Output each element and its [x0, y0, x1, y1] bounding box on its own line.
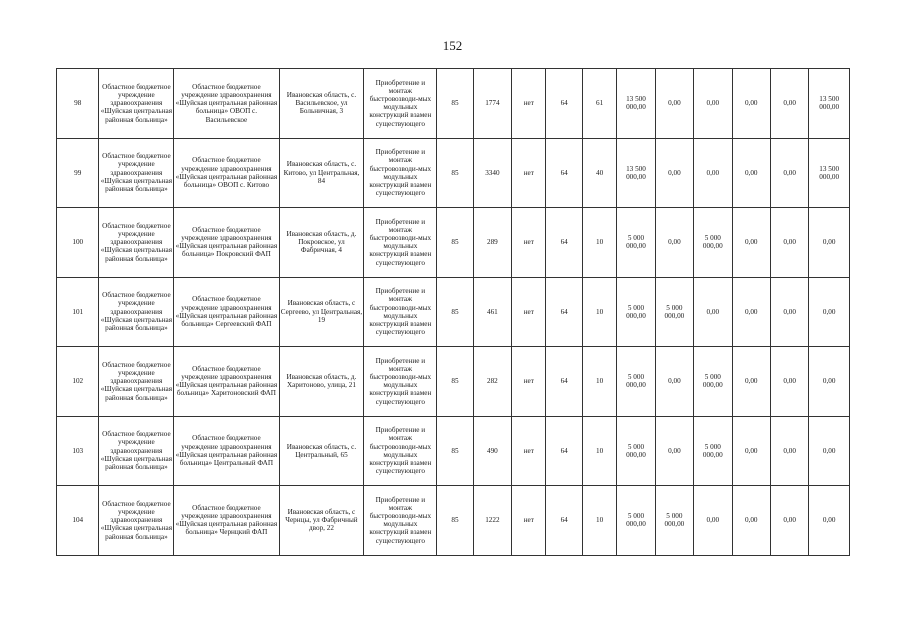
value-col-2-text: 282 [486, 377, 498, 386]
funding-year-3-text: 0,00 [744, 238, 758, 247]
row-number-text: 99 [74, 168, 82, 177]
value-col-1-text: 85 [451, 446, 459, 455]
facility-name-text: Областное бюджетное учреждение здравоохранения «Шуйская центральная районная больница» Центральный ФАП [175, 434, 278, 467]
value-col-1-text: 85 [451, 238, 459, 247]
funding-total [617, 69, 655, 139]
value-col-1 [437, 347, 473, 417]
value-col-1 [437, 69, 473, 139]
value-col-2 [473, 486, 511, 556]
funding-year-2 [694, 486, 732, 556]
work-description [364, 416, 437, 486]
facility-address-text: Ивановская область, с. Китово, ул Центральная, 84 [283, 160, 360, 185]
organization-name [99, 347, 174, 417]
facility-name-text: Областное бюджетное учреждение здравоохранения «Шуйская центральная районная больница» Чернцкий ФАП [175, 503, 278, 537]
facility-address-text: Ивановская область, с. Центральный, 65 [286, 442, 357, 459]
funding-year-5-text: 0,00 [822, 516, 836, 525]
organization-name-text: Областное бюджетное учреждение здравоохранения «Шуйская центральная районная больница» [100, 430, 173, 472]
organization-name [99, 277, 174, 347]
table-row [57, 416, 850, 486]
funding-year-4-text: 0,00 [783, 99, 796, 108]
value-col-3-text: нет [523, 307, 534, 316]
value-col-3 [512, 69, 546, 139]
value-col-2-text: 461 [486, 307, 498, 316]
value-col-4 [546, 347, 582, 417]
work-description-text: Приобретение и монтаж быстровозводи-мых модульных конструкций взамен существующего [369, 495, 432, 545]
funding-year-2 [694, 138, 732, 208]
value-col-5-text: 10 [595, 307, 604, 316]
value-col-5-text: 10 [595, 516, 604, 525]
facility-name [174, 277, 279, 347]
funding-year-4-text: 0,00 [783, 307, 796, 316]
value-col-5-text: 10 [595, 446, 604, 455]
funding-total [617, 347, 655, 417]
value-col-2 [473, 208, 511, 278]
funding-total-text: 5 000 000,00 [626, 442, 646, 459]
funding-year-5-text: 0,00 [822, 238, 836, 247]
value-col-2-text: 490 [486, 446, 498, 455]
value-col-4 [546, 486, 582, 556]
value-col-4-text: 64 [560, 307, 568, 316]
funding-year-3 [732, 138, 770, 208]
value-col-4-text: 64 [560, 238, 568, 247]
value-col-4 [546, 69, 582, 139]
table-row [57, 486, 850, 556]
value-col-5 [582, 69, 616, 139]
work-description [364, 138, 437, 208]
value-col-5-text: 61 [595, 99, 604, 108]
funding-total-text: 5 000 000,00 [626, 512, 646, 529]
value-col-5 [582, 277, 616, 347]
organization-name [99, 69, 174, 139]
organization-name [99, 138, 174, 208]
funding-year-3 [732, 416, 770, 486]
row-number [57, 277, 99, 347]
row-number [57, 208, 99, 278]
funding-year-2 [694, 416, 732, 486]
value-col-4-text: 64 [560, 99, 568, 108]
funding-total [617, 486, 655, 556]
work-description [364, 486, 437, 556]
funding-year-5-text: 13 500 000,00 [819, 95, 840, 112]
funding-year-1 [655, 277, 693, 347]
funding-year-4 [770, 277, 808, 347]
funding-year-1-text: 5 000 000,00 [664, 512, 685, 529]
value-col-5 [582, 208, 616, 278]
value-col-1 [437, 138, 473, 208]
funding-year-3-text: 0,00 [744, 516, 758, 525]
facility-name-text: Областное бюджетное учреждение здравоохранения «Шуйская центральная районная больница» ОВОП с. Китово [175, 156, 278, 189]
funding-year-5 [809, 486, 850, 556]
value-col-1-text: 85 [451, 168, 459, 177]
funding-year-3-text: 0,00 [744, 168, 758, 177]
value-col-1-text: 85 [451, 377, 459, 386]
funding-year-4-text: 0,00 [783, 377, 796, 386]
facility-address [279, 486, 364, 556]
funding-year-1 [655, 208, 693, 278]
organization-name [99, 208, 174, 278]
funding-year-1-text: 0,00 [668, 446, 681, 455]
value-col-1 [437, 486, 473, 556]
funding-year-3-text: 0,00 [744, 99, 758, 108]
value-col-4-text: 64 [560, 516, 568, 525]
facility-name [174, 69, 279, 139]
value-col-3 [512, 416, 546, 486]
row-number-text: 102 [72, 377, 84, 386]
work-description-text: Приобретение и монтаж быстровозводи-мых модульных конструкций взамен существующего [369, 148, 432, 198]
organization-name-text: Областное бюджетное учреждение здравоохранения «Шуйская центральная районная больница» [100, 360, 173, 402]
work-description-text: Приобретение и монтаж быстровозводи-мых модульных конструкций взамен существующего [369, 426, 432, 476]
value-col-5 [582, 486, 616, 556]
funding-year-3 [732, 208, 770, 278]
value-col-2-text: 1222 [485, 516, 500, 525]
funding-year-2-text: 5 000 000,00 [702, 373, 723, 390]
organization-name [99, 416, 174, 486]
funding-year-4-text: 0,00 [783, 168, 796, 177]
value-col-1-text: 85 [451, 99, 459, 108]
funding-year-1 [655, 486, 693, 556]
funding-year-4 [770, 486, 808, 556]
work-description-text: Приобретение и монтаж быстровозводи-мых модульных конструкций взамен существующего [369, 356, 432, 406]
work-description-text: Приобретение и монтаж быстровозводи-мых модульных конструкций взамен существующего [369, 287, 432, 337]
funding-year-2 [694, 277, 732, 347]
funding-year-1 [655, 416, 693, 486]
value-col-3 [512, 208, 546, 278]
facility-address [279, 347, 364, 417]
funding-total [617, 138, 655, 208]
organization-name-text: Областное бюджетное учреждение здравоохранения «Шуйская центральная районная больница» [100, 221, 173, 263]
funding-year-3-text: 0,00 [744, 307, 758, 316]
organization-name-text: Областное бюджетное учреждение здравоохранения «Шуйская центральная районная больница» [100, 499, 173, 541]
row-number [57, 347, 99, 417]
value-col-4-text: 64 [560, 446, 568, 455]
value-col-4 [546, 208, 582, 278]
funding-year-1-text: 0,00 [668, 168, 681, 177]
organization-name-text: Областное бюджетное учреждение здравоохранения «Шуйская центральная районная больница» [100, 291, 173, 333]
funding-year-4 [770, 69, 808, 139]
row-number [57, 486, 99, 556]
facility-address-text: Ивановская область, с Сергеево, ул Центральная, 19 [280, 299, 363, 324]
table-row [57, 138, 850, 208]
facilities-table [56, 68, 850, 556]
funding-year-2-text: 0,00 [706, 99, 720, 108]
row-number-text: 101 [72, 307, 84, 316]
value-col-2 [473, 138, 511, 208]
facility-name [174, 138, 279, 208]
value-col-5-text: 40 [595, 168, 604, 177]
value-col-2 [473, 416, 511, 486]
row-number [57, 138, 99, 208]
facility-name [174, 486, 279, 556]
value-col-1-text: 85 [451, 516, 459, 525]
facility-address-text: Ивановская область, с Чернцы, ул Фабричный двор, 22 [285, 507, 358, 533]
value-col-5 [582, 347, 616, 417]
work-description [364, 347, 437, 417]
facility-name-text: Областное бюджетное учреждение здравоохранения «Шуйская центральная районная больница» Покровский ФАП [175, 225, 278, 259]
facility-address [279, 208, 364, 278]
funding-year-2-text: 0,00 [706, 516, 720, 525]
funding-year-5-text: 0,00 [822, 377, 836, 386]
work-description [364, 208, 437, 278]
facility-address-text: Ивановская область, д. Харитоново, улица, 21 [286, 373, 357, 390]
value-col-2 [473, 347, 511, 417]
funding-year-3 [732, 486, 770, 556]
funding-year-2-text: 0,00 [706, 307, 720, 316]
funding-year-4-text: 0,00 [783, 238, 796, 247]
row-number-text: 103 [72, 446, 84, 455]
funding-year-2 [694, 347, 732, 417]
funding-total [617, 277, 655, 347]
row-number-text: 98 [74, 99, 82, 108]
facility-address [279, 277, 364, 347]
funding-year-5-text: 0,00 [822, 307, 836, 316]
value-col-5 [582, 138, 616, 208]
funding-year-3-text: 0,00 [744, 446, 758, 455]
funding-year-4-text: 0,00 [783, 446, 796, 455]
value-col-3-text: нет [523, 238, 534, 247]
funding-year-3 [732, 347, 770, 417]
value-col-3-text: нет [523, 99, 534, 108]
work-description-text: Приобретение и монтаж быстровозводи-мых модульных конструкций взамен существующего [369, 217, 432, 267]
funding-year-1-text: 0,00 [668, 238, 681, 247]
row-number [57, 416, 99, 486]
value-col-1 [437, 208, 473, 278]
facility-address [279, 416, 364, 486]
table-row [57, 208, 850, 278]
work-description [364, 69, 437, 139]
facility-name [174, 208, 279, 278]
funding-year-5 [809, 277, 850, 347]
funding-year-5 [809, 138, 850, 208]
funding-year-2 [694, 208, 732, 278]
funding-total-text: 5 000 000,00 [626, 303, 646, 320]
facility-name-text: Областное бюджетное учреждение здравоохранения «Шуйская центральная районная больница» Сергеевский ФАП [175, 295, 278, 328]
value-col-5-text: 10 [595, 238, 604, 247]
funding-year-1-text: 5 000 000,00 [664, 303, 685, 320]
funding-total [617, 208, 655, 278]
funding-year-2-text: 5 000 000,00 [702, 234, 723, 251]
funding-year-5-text: 13 500 000,00 [819, 164, 840, 181]
funding-total-text: 5 000 000,00 [626, 373, 646, 390]
value-col-1-text: 85 [451, 307, 459, 316]
value-col-1 [437, 277, 473, 347]
facility-address [279, 138, 364, 208]
funding-year-2-text: 0,00 [706, 168, 720, 177]
value-col-4 [546, 416, 582, 486]
organization-name [99, 486, 174, 556]
funding-year-3 [732, 69, 770, 139]
funding-year-4-text: 0,00 [783, 516, 796, 525]
value-col-3 [512, 277, 546, 347]
funding-year-5-text: 0,00 [822, 446, 836, 455]
value-col-3-text: нет [523, 168, 534, 177]
funding-year-3-text: 0,00 [744, 377, 758, 386]
value-col-5-text: 10 [595, 377, 604, 386]
facility-name [174, 416, 279, 486]
funding-year-3 [732, 277, 770, 347]
facility-name-text: Областное бюджетное учреждение здравоохранения «Шуйская центральная районная больница» ОВОП с. Васильевское [175, 82, 278, 124]
funding-year-1-text: 0,00 [668, 99, 681, 108]
facility-name-text: Областное бюджетное учреждение здравоохранения «Шуйская центральная районная больница» Харитоновский ФАП [175, 364, 278, 398]
organization-name-text: Областное бюджетное учреждение здравоохранения «Шуйская центральная районная больница» [100, 152, 173, 194]
work-description [364, 277, 437, 347]
funding-year-2 [694, 69, 732, 139]
value-col-4 [546, 138, 582, 208]
organization-name-text: Областное бюджетное учреждение здравоохранения «Шуйская центральная районная больница» [100, 82, 173, 124]
funding-year-5 [809, 69, 850, 139]
value-col-5 [582, 416, 616, 486]
work-description-text: Приобретение и монтаж быстровозводи-мых модульных конструкций взамен существующего [369, 78, 432, 128]
value-col-2 [473, 277, 511, 347]
table-row [57, 69, 850, 139]
facility-name [174, 347, 279, 417]
value-col-2 [473, 69, 511, 139]
value-col-3-text: нет [523, 377, 534, 386]
value-col-2-text: 289 [486, 238, 498, 247]
value-col-1 [437, 416, 473, 486]
funding-year-1-text: 0,00 [668, 377, 681, 386]
row-number-text: 100 [72, 238, 84, 247]
value-col-3 [512, 138, 546, 208]
value-col-4 [546, 277, 582, 347]
facility-address-text: Ивановская область, д. Покровское, ул Фабричная, 4 [286, 229, 357, 255]
value-col-3-text: нет [523, 446, 534, 455]
value-col-2-text: 3340 [485, 168, 500, 177]
table-row [57, 347, 850, 417]
facility-address [279, 69, 364, 139]
funding-year-5 [809, 208, 850, 278]
funding-year-1 [655, 138, 693, 208]
funding-year-4 [770, 138, 808, 208]
funding-year-5 [809, 416, 850, 486]
table-row [57, 277, 850, 347]
value-col-3 [512, 347, 546, 417]
facility-address-text: Ивановская область, с. Васильевское, ул Больничная, 3 [286, 90, 357, 116]
funding-total-text: 5 000 000,00 [626, 234, 646, 251]
page-number: 152 [442, 38, 463, 53]
funding-year-5 [809, 347, 850, 417]
row-number-text: 104 [72, 516, 84, 525]
funding-year-1 [655, 347, 693, 417]
value-col-2-text: 1774 [485, 99, 500, 108]
funding-year-1 [655, 69, 693, 139]
value-col-3 [512, 486, 546, 556]
value-col-3-text: нет [523, 516, 534, 525]
funding-total [617, 416, 655, 486]
funding-year-4 [770, 208, 808, 278]
funding-total-text: 13 500 000,00 [626, 95, 646, 112]
funding-total-text: 13 500 000,00 [626, 164, 646, 181]
row-number [57, 69, 99, 139]
value-col-4-text: 64 [560, 168, 568, 177]
funding-year-4 [770, 416, 808, 486]
funding-year-2-text: 5 000 000,00 [702, 442, 723, 459]
value-col-4-text: 64 [560, 377, 568, 386]
funding-year-4 [770, 347, 808, 417]
